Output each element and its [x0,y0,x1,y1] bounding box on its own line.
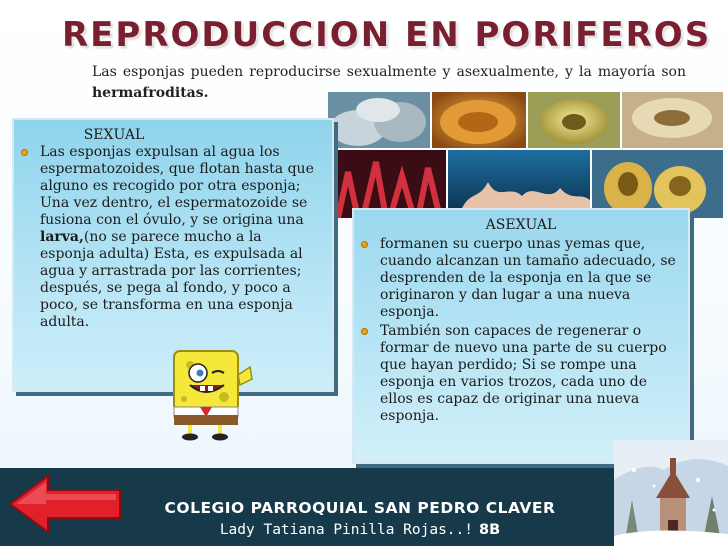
asexual-heading: ASEXUAL [485,217,557,233]
author-name: Lady Tatiana Pinilla Rojas..! [219,522,473,538]
sexual-heading: SEXUAL [83,127,145,143]
church-snow-image [614,440,728,546]
sponge-photo-collage [328,92,723,218]
asexual-item: formanen su cuerpo unas yemas que, cuando alcanzan un tamaño adecuado, se desprenden de la esponja en la que se originaron y dan lugar a una nueva esponja. [354,236,676,321]
sexual-text-b: (no se parece mucho a la esponja adulta) Esta, es expulsada al agua y arrastrada por las corrientes; después, se pega al fondo, y poco a poco, se transforma en una esponja adulta. [40,229,303,330]
sexual-text-a: Las esponjas expulsan al agua los espermatozoides, que flotan hasta que alguno es recogido por otra esponja; Una vez dentro, el espermatozoide se fusiona con el óvulo, y se origina una [40,144,314,228]
asexual-card [352,208,690,464]
back-button[interactable] [6,472,124,536]
asexual-list [354,236,676,425]
school-name: COLEGIO PARROQUIAL SAN PEDRO CLAVER [164,499,556,517]
slide-title: REPRODUCCION EN PORIFEROS [62,15,712,55]
left-arrow-icon [6,472,124,536]
sexual-bold-word: larva, [40,229,84,245]
author-line [110,522,610,538]
grade-label: 8B [479,522,501,538]
sexual-list [14,144,318,331]
intro-text: Las esponjas pueden reproducirse sexualmente y asexualmente, y la mayoría son [92,64,686,80]
intro-bold-word: hermafroditas. [92,85,209,101]
sexual-item [14,144,318,331]
asexual-item: También son capaces de regenerar o formar de nuevo una parte de su cuerpo que hayan perdido; Si se rompe una esponja en varios trozos, cada uno de ellos es capaz de originar una nueva esponja. [354,323,676,425]
footer-text [110,474,610,544]
sponge-cartoon-icon [160,345,260,441]
